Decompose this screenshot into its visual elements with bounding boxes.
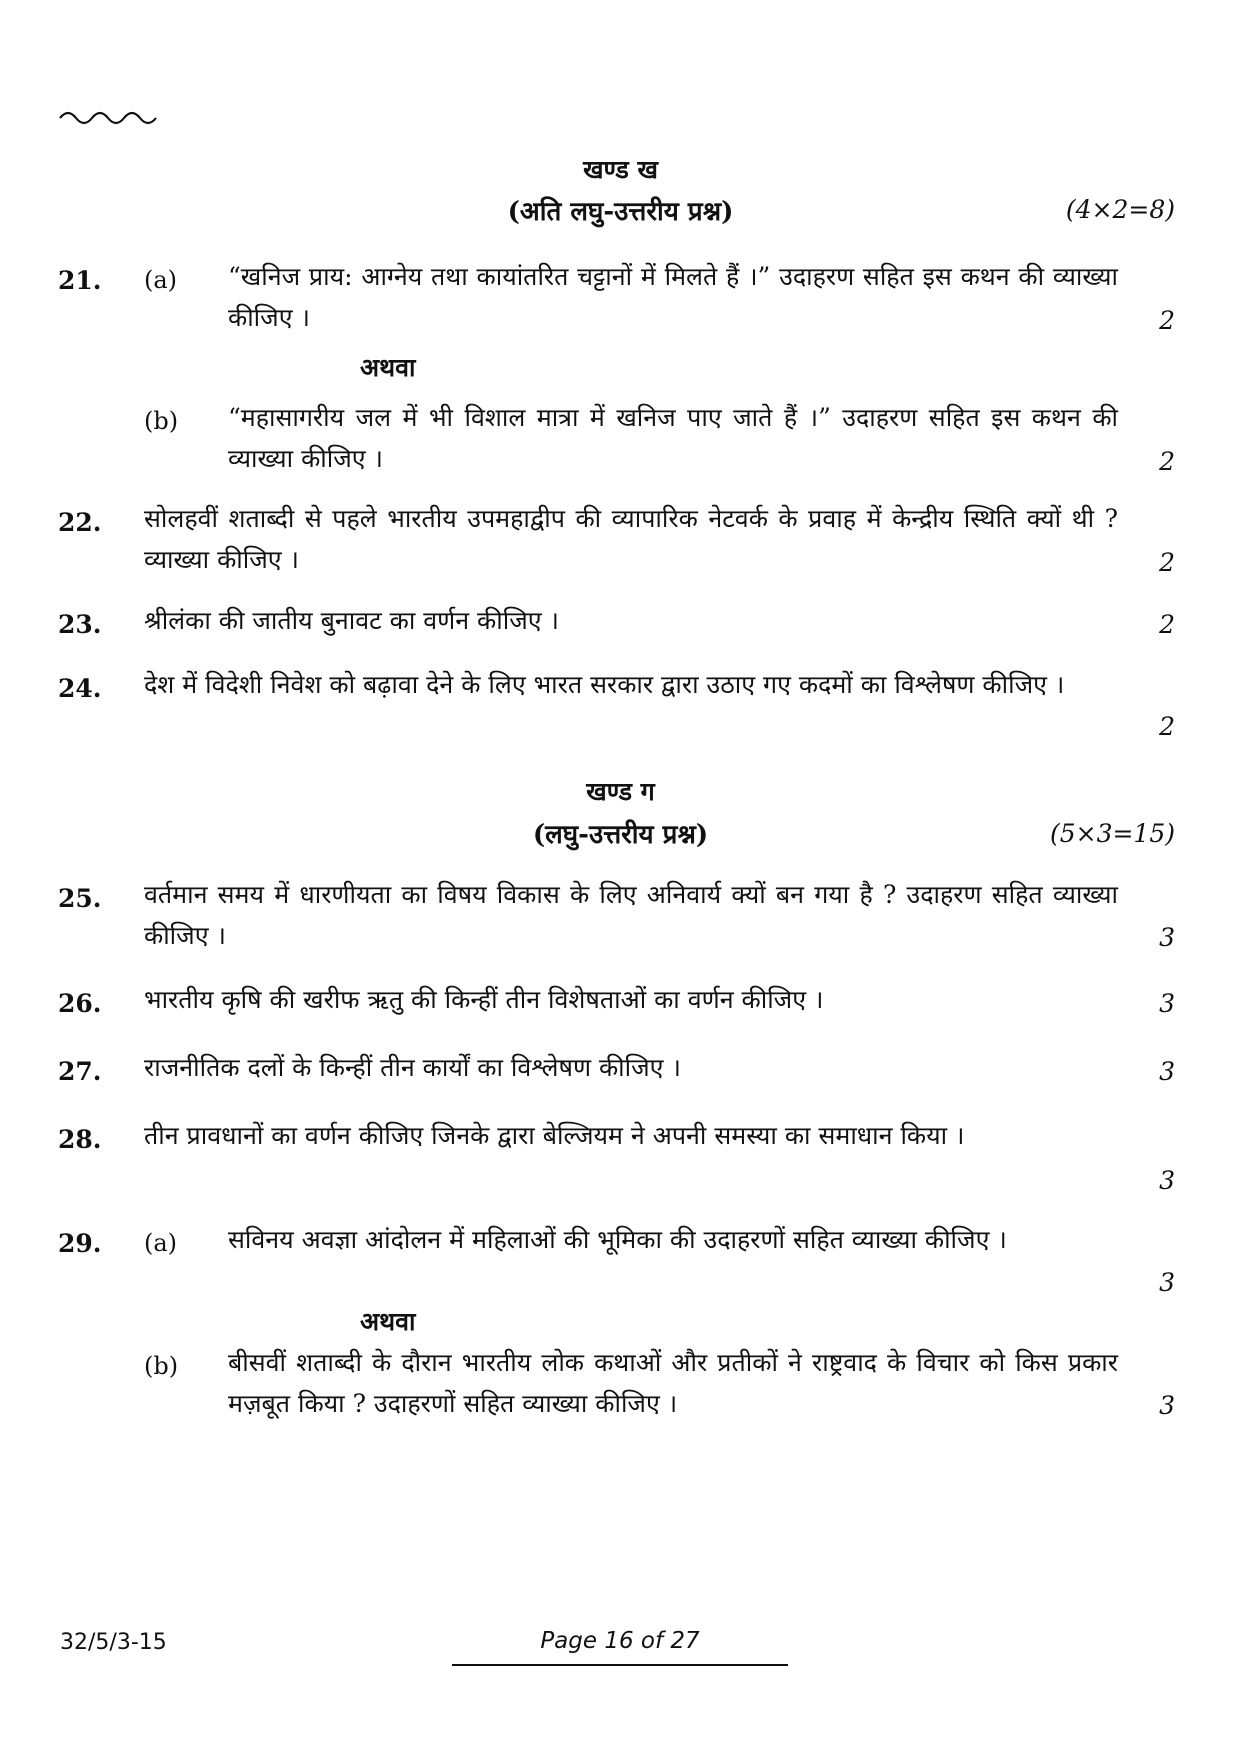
part-label: (a): [144, 1229, 178, 1257]
question-marks: 2: [1159, 712, 1175, 741]
or-label: अथवा: [360, 1307, 416, 1336]
part-label: (b): [144, 407, 179, 435]
question-text: “खनिज प्राय: आग्नेय तथा कायांतरित चट्टानों में मिलते हैं ।” उदाहरण सहित इस कथन की व्याख्या कीजिए ।: [228, 262, 1118, 332]
paper-code: 32/5/3-15: [60, 1630, 167, 1655]
question-text: बीसवीं शताब्दी के दौरान भारतीय लोक कथाओं और प्रतीकों ने राष्ट्रवाद के विचार को किस प्रकार मज़बूत किया ? उदाहरणों सहित व्याख्या कीजिए ।: [228, 1348, 1118, 1418]
question-number: 24.: [58, 674, 102, 703]
question-text: वर्तमान समय में धारणीयता का विषय विकास के लिए अनिवार्य क्यों बन गया है ? उदाहरण सहित व्याख्या कीजिए ।: [144, 880, 1118, 950]
question-marks: 3: [1159, 1268, 1175, 1297]
question-number: 26.: [58, 989, 102, 1018]
question-number: 21.: [58, 266, 102, 295]
question-text: तीन प्रावधानों का वर्णन कीजिए जिनके द्वारा बेल्जियम ने अपनी समस्या का समाधान किया ।: [144, 1121, 965, 1150]
section-b-title: खण्ड ख: [583, 155, 658, 184]
page-number: Page 16 of 27: [540, 1628, 700, 1654]
question-number: 28.: [58, 1125, 102, 1154]
section-c-marks: (5×3=15): [1049, 819, 1175, 848]
question-text: “महासागरीय जल में भी विशाल मात्रा में खनिज पाए जाते हैं ।” उदाहरण सहित इस कथन की व्याख्या कीजिए ।: [228, 403, 1118, 473]
question-text: सविनय अवज्ञा आंदोलन में महिलाओं की भूमिका की उदाहरणों सहित व्याख्या कीजिए ।: [228, 1225, 1007, 1254]
question-marks: 3: [1159, 1057, 1175, 1086]
section-c-title: खण्ड ग: [586, 777, 655, 806]
or-label: अथवा: [360, 353, 416, 382]
footer-divider: [452, 1664, 788, 1666]
question-text: भारतीय कृषि की खरीफ ऋतु की किन्हीं तीन विशेषताओं का वर्णन कीजिए ।: [144, 985, 824, 1014]
question-text: सोलहवीं शताब्दी से पहले भारतीय उपमहाद्वीप की व्यापारिक नेटवर्क के प्रवाह में केन्द्रीय स्थिति क्यों थी ? व्याख्या कीजिए ।: [144, 504, 1118, 574]
question-marks: 2: [1159, 610, 1175, 639]
question-marks: 3: [1159, 1391, 1175, 1420]
question-text: श्रीलंका की जातीय बुनावट का वर्णन कीजिए ।: [144, 606, 560, 635]
section-b-subtitle: (अति लघु-उत्तरीय प्रश्न): [507, 197, 734, 227]
question-marks: 2: [1159, 306, 1175, 335]
question-marks: 2: [1159, 447, 1175, 476]
question-marks: 3: [1159, 923, 1175, 952]
question-marks: 3: [1159, 989, 1175, 1018]
question-marks: 2: [1159, 548, 1175, 577]
part-label: (b): [144, 1352, 179, 1380]
section-b-marks: (4×2=8): [1065, 195, 1175, 224]
section-c-subtitle: (लघु-उत्तरीय प्रश्न): [532, 820, 709, 850]
wave-decoration-icon: [58, 104, 158, 130]
question-number: 23.: [58, 610, 102, 639]
question-number: 29.: [58, 1229, 102, 1258]
question-text: राजनीतिक दलों के किन्हीं तीन कार्यों का विश्लेषण कीजिए ।: [144, 1053, 681, 1082]
question-number: 22.: [58, 508, 102, 537]
question-text: देश में विदेशी निवेश को बढ़ावा देने के लिए भारत सरकार द्वारा उठाए गए कदमों का विश्लेषण कीजिए ।: [144, 670, 1065, 699]
part-label: (a): [144, 266, 178, 294]
question-number: 25.: [58, 884, 102, 913]
question-marks: 3: [1159, 1166, 1175, 1195]
question-number: 27.: [58, 1057, 102, 1086]
